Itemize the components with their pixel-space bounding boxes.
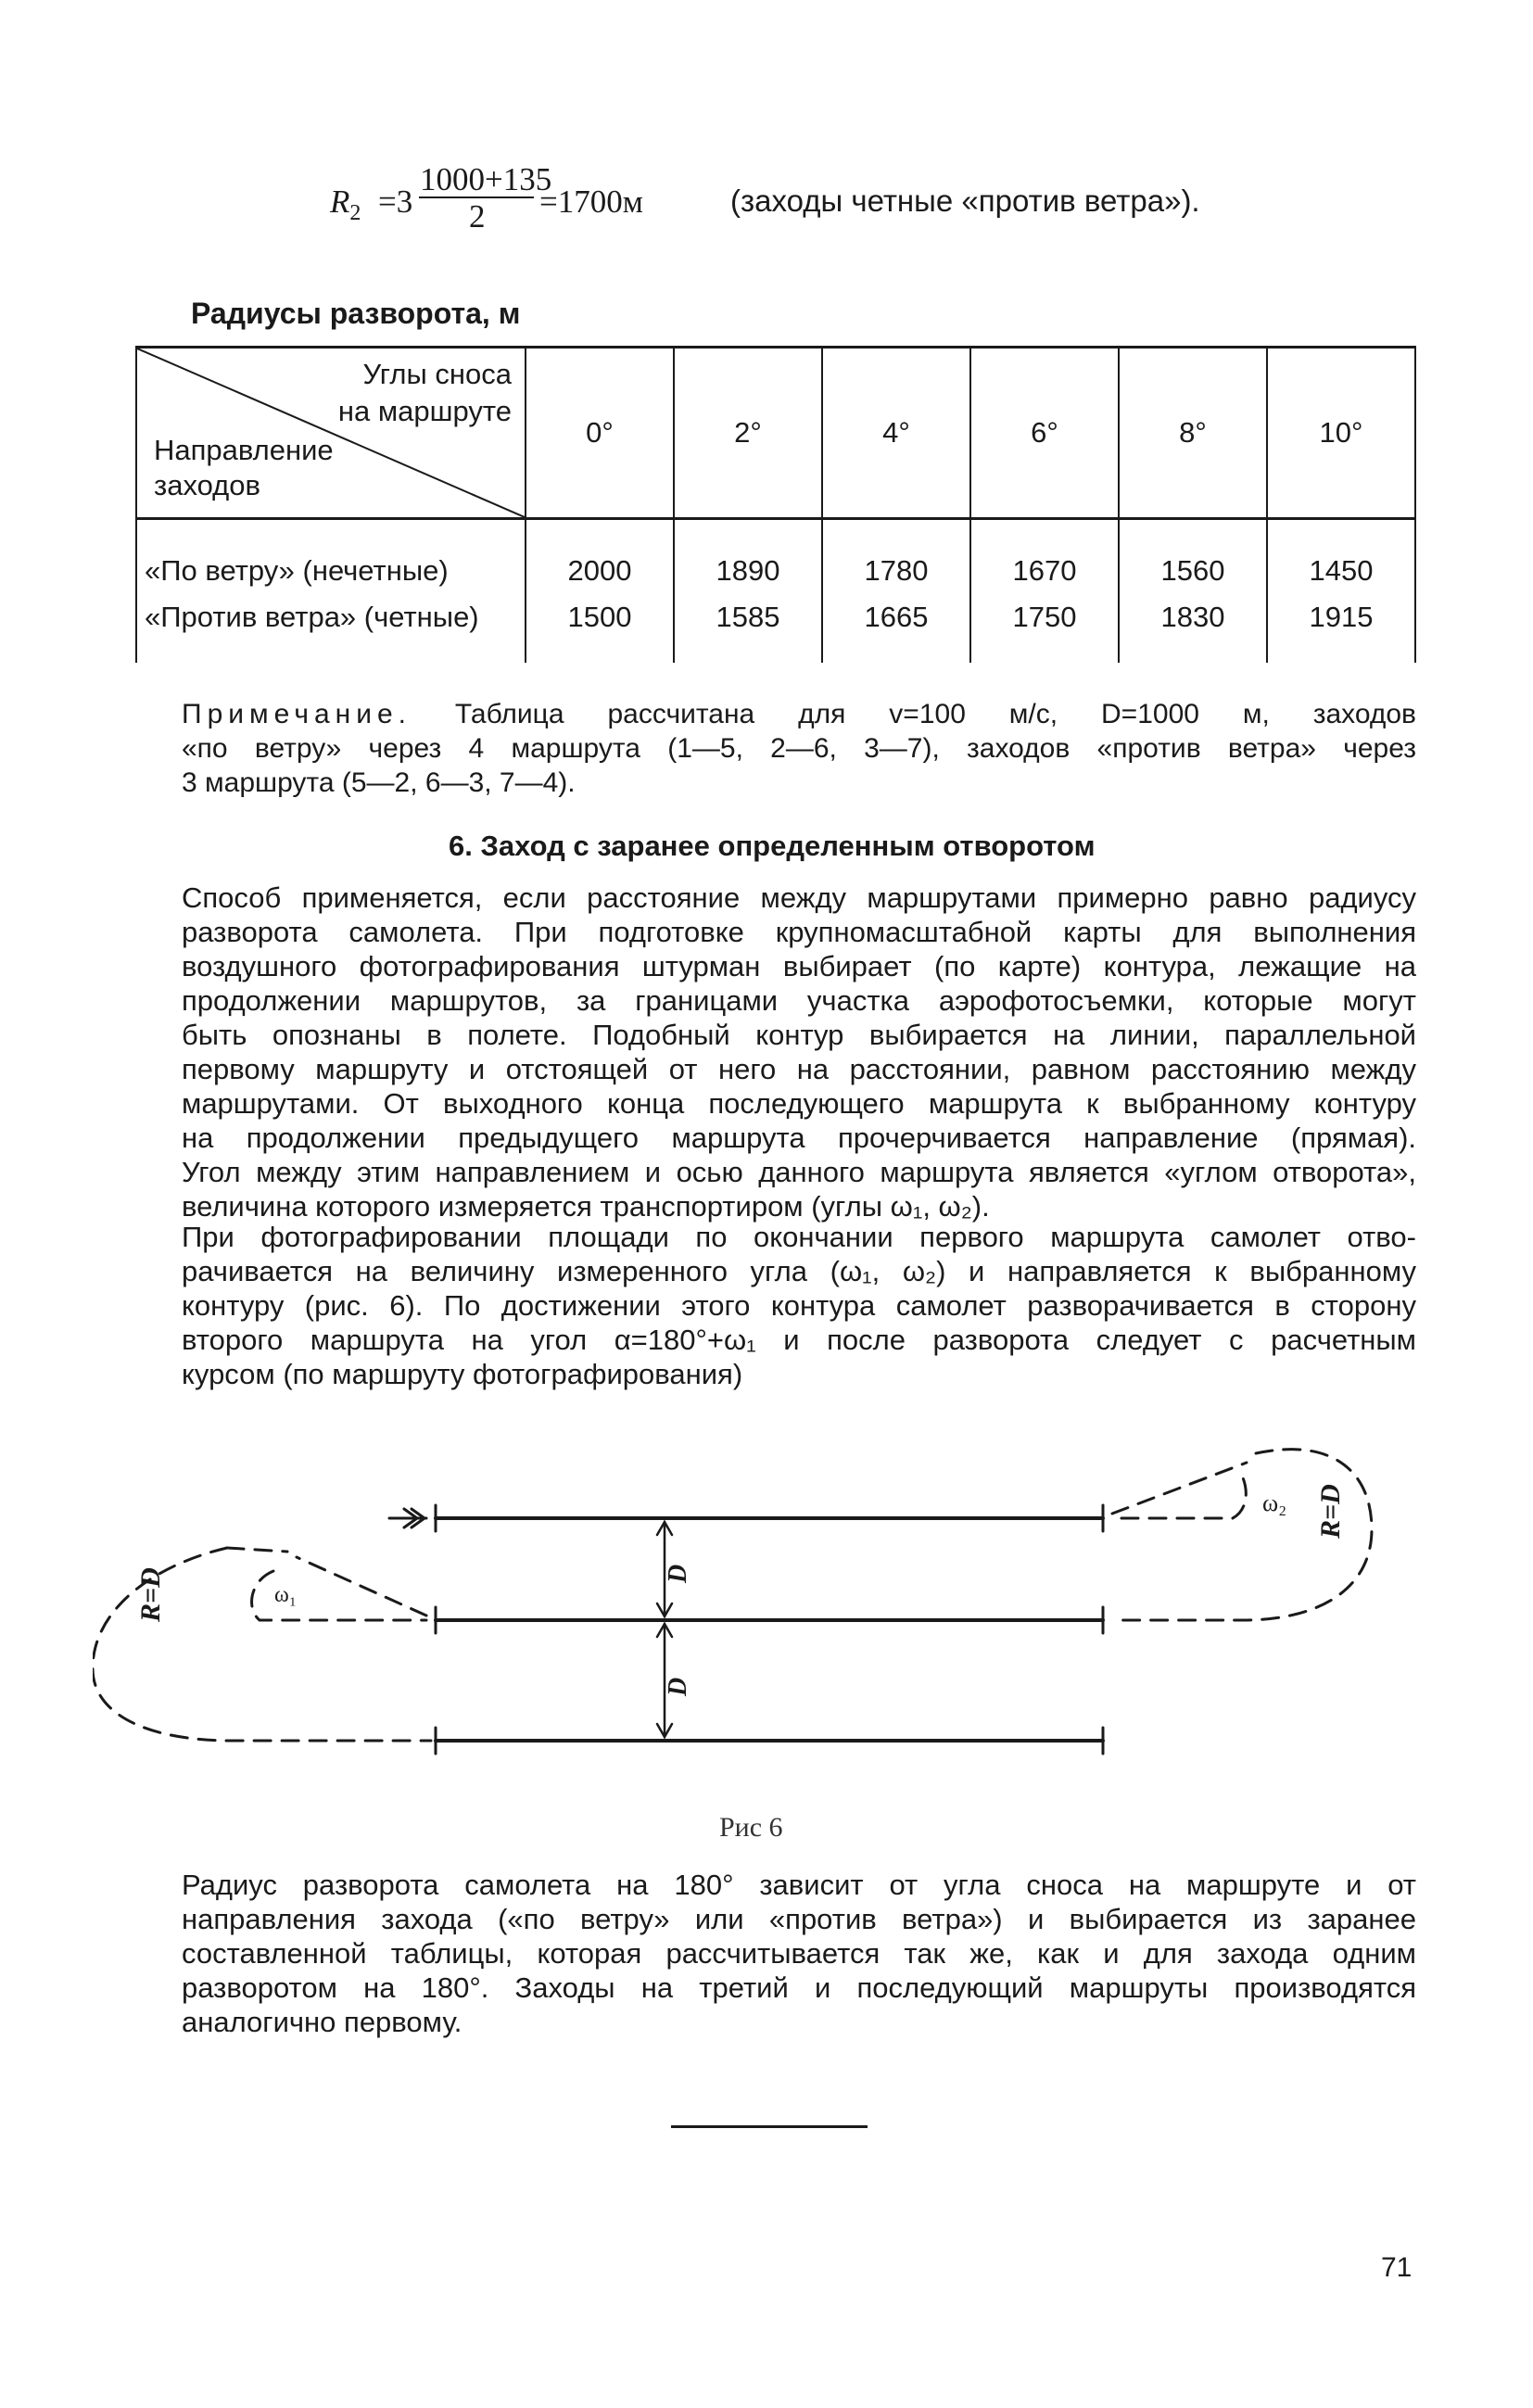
table-header-row (136, 348, 1415, 519)
corner-bottom-line2: заходов (154, 469, 260, 501)
figure-caption: Рис 6 (719, 1812, 783, 1843)
left-offset-path (297, 1557, 426, 1616)
figure-6-diagram (93, 1418, 1446, 1789)
paragraph-line: воздушного фотографирования штурман выбирает (по карте) контура, лежащие на (182, 950, 1416, 982)
table-caption: Радиусы разворота, м (191, 297, 521, 330)
note-line1: Таблица рассчитана для v=100 м/с, D=1000 м, заходов (454, 699, 1416, 729)
corner-bottom-line1: Направление (154, 434, 334, 466)
paragraph-line: составленной таблицы, которая рассчитывается так же, как и для захода одним (182, 1937, 1416, 1970)
note-line3: 3 маршрута (5—2, 6—3, 7—4). (182, 767, 576, 798)
table-cell: 1830 (1119, 594, 1267, 640)
formula-eq: =3 (378, 184, 413, 220)
paragraph-line: направления захода («по ветру» или «против ветра») и выбирается из заранее (182, 1903, 1416, 1935)
formula-denominator: 2 (469, 198, 486, 234)
section-divider (671, 2125, 868, 2128)
paragraph-line: рачивается на величину измеренного угла (ω₁, ω₂) и направляется к выбранному (182, 1255, 1416, 1287)
table-cell: 1780 (822, 548, 970, 594)
column-header: 4° (822, 348, 970, 519)
turn-radius-table (135, 346, 1416, 663)
paragraph-line: курсом (по маршруту фотографирования) (182, 1358, 743, 1390)
label-r-left: R=D (135, 1567, 166, 1622)
paragraph-2 (182, 1220, 1416, 1391)
paragraph-line: Радиус разворота самолета на 180° зависит от угла сноса на маршруте и от (182, 1869, 1416, 1901)
column-header: 0° (526, 348, 674, 519)
formula-lhs: R (330, 184, 350, 220)
paragraph-line: величина которого измеряется транспортиром (углы ω₁, ω₂). (182, 1190, 990, 1223)
paragraph-line: первому маршруту и отстоящей от него на расстоянии, равном расстоянию между (182, 1053, 1416, 1085)
table-note (182, 697, 1416, 800)
formula-numerator: 1000+135 (420, 161, 552, 197)
table-cell: 1500 (526, 594, 674, 640)
table-corner-cell (136, 348, 526, 519)
row-label: «По ветру» (нечетные) (136, 548, 526, 594)
table-cell: 1665 (822, 594, 970, 640)
paragraph-line: второго маршрута на угол α=180°+ω₁ и после разворота следует с расчетным (182, 1324, 1416, 1356)
corner-top-line1: Углы сноса (362, 358, 512, 390)
paragraph-line: контуру (рис. 6). По достижении этого контура самолет разворачивается в сторону (182, 1289, 1416, 1322)
paragraph-line: Угол между этим направлением и осью данного маршрута является «углом отворота», (182, 1156, 1416, 1188)
table-row (136, 548, 1415, 594)
note-word: Примечание. (182, 699, 412, 729)
table-cell: 1915 (1267, 594, 1415, 640)
table-cell: 1560 (1119, 548, 1267, 594)
label-omega1: ω₁ (274, 1583, 298, 1607)
formula-result: =1700м (539, 184, 643, 220)
column-header: 8° (1119, 348, 1267, 519)
table-cell: 1585 (674, 594, 822, 640)
paragraph-3 (182, 1868, 1416, 2039)
note-line2: «по ветру» через 4 маршрута (1—5, 2—6, 3—7), заходов «против ветра» через (182, 733, 1416, 764)
paragraph-line: разворота самолета. При подготовке крупномасштабной карты для выполнения (182, 916, 1416, 948)
label-d-upper: D (664, 1564, 692, 1583)
paragraph-line: быть опознаны в полете. Подобный контур выбирается на линии, параллельной (182, 1019, 1416, 1051)
table-cell: 1750 (970, 594, 1119, 640)
section-title: 6. Заход с заранее определенным отворотом (449, 830, 1096, 862)
formula-lhs-sub: 2 (349, 201, 361, 225)
paragraph-1 (182, 881, 1416, 1223)
column-header: 2° (674, 348, 822, 519)
paragraph-line: продолжении маршрутов, за границами участка аэрофотосъемки, которые могут (182, 984, 1416, 1017)
table-cell: 2000 (526, 548, 674, 594)
paragraph-line: При фотографировании площади по окончании первого маршрута самолет отво- (182, 1221, 1416, 1253)
label-omega2: ω₂ (1262, 1489, 1287, 1516)
page-number: 71 (1381, 2252, 1413, 2283)
table-cell: 1890 (674, 548, 822, 594)
paragraph-line: разворотом на 180°. Заходы на третий и последующий маршруты производятся (182, 1971, 1416, 2004)
paragraph-line: маршрутами. От выходного конца последующего маршрута к выбранному контуру (182, 1087, 1416, 1120)
paragraph-line: Способ применяется, если расстояние между маршрутами примерно равно радиусу (182, 881, 1416, 914)
corner-top-line2: на маршруте (337, 395, 512, 427)
table-row (136, 594, 1415, 640)
formula-comment: (заходы четные «против ветра»). (730, 184, 1200, 218)
label-r-right: R=D (1315, 1484, 1346, 1539)
formula-r2 (330, 148, 1257, 250)
label-d-lower: D (664, 1677, 692, 1696)
table-cell: 1450 (1267, 548, 1415, 594)
paragraph-line: на продолжении предыдущего маршрута прочерчивается направление (прямая). (182, 1122, 1416, 1154)
right-offset-path (1112, 1463, 1247, 1514)
column-header: 6° (970, 348, 1119, 519)
column-header: 10° (1267, 348, 1415, 519)
row-label: «Против ветра» (четные) (136, 594, 526, 640)
table-cell: 1670 (970, 548, 1119, 594)
paragraph-line: аналогично первому. (182, 2006, 462, 2038)
